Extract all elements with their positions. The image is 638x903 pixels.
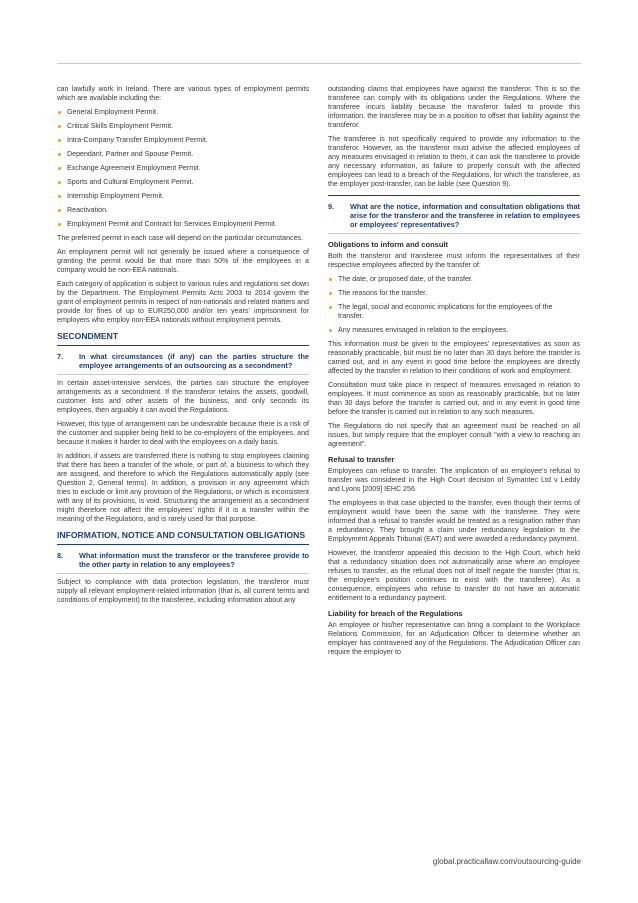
list-item: General Employment Permit.	[57, 108, 309, 117]
right-column	[328, 85, 580, 662]
subheading-inform-consult: Obligations to inform and consult	[328, 240, 448, 249]
paragraph: The transferee is not specifically required to provide any information to the transferor. However, as the transferor must advise the affected employees of any measures envisaged in relation to them, it can ask the transferee to provide any necessary information, as failure to properly consult with the affected employees can lead to a breach of the Regulations, for which the transferee, as the employer post-transfer, can be liable (see Question 9).	[328, 135, 580, 188]
bullet-icon	[58, 209, 61, 212]
list-item: Intra-Company Transfer Employment Permit.	[57, 136, 309, 145]
question-text: In what circumstances (if any) can the parties structure the employee arrangements of an outsourcing as a secondment?	[79, 352, 309, 370]
paragraph: This information must be given to the employees' representatives as soon as reasonably practicable, but must be no later than 30 days before the transfer is carried out, and in any event in good time before the employees are directly affected by the transfer in relation to their conditions of work and employment.	[328, 340, 580, 375]
list-item: Employment Permit and Contract for Services Employment Permit.	[57, 220, 309, 229]
section-rule	[57, 544, 309, 545]
list-item: Any measures envisaged in relation to the employees.	[328, 326, 580, 335]
bullet-icon	[329, 292, 332, 295]
list-item: Reactivation.	[57, 206, 309, 215]
question-rule	[57, 573, 309, 574]
list-item: The legal, social and economic implications for the employees of the transfer.	[328, 303, 580, 321]
question-8	[57, 551, 309, 569]
question-number: 7.	[57, 352, 64, 361]
list-item: The reasons for the transfer.	[328, 289, 580, 298]
paragraph: However, this type of arrangement can be undesirable because there is a risk of the customer and supplier being held to be co-employers of the employees, and because it makes it harder to deal with the employees on a daily basis.	[57, 420, 309, 446]
section-rule	[57, 345, 309, 346]
paragraph: An employee or his/her representative can bring a complaint to the Workplace Relations Commission, for an Adjudication Officer to determine whether an employer has contravened any of the Regulations. The Adjudication Officer can require the employer to	[328, 621, 580, 656]
bullet-icon	[58, 167, 61, 170]
paragraph: can lawfully work in Ireland. There are various types of employment permits which are available including the:	[57, 85, 309, 102]
list-item: Sports and Cultural Employment Permit.	[57, 178, 309, 187]
bullet-icon	[58, 125, 61, 128]
section-rule	[328, 195, 580, 196]
question-rule	[328, 233, 580, 234]
bullet-icon	[58, 153, 61, 156]
question-9	[328, 202, 580, 229]
list-item: Internship Employment Permit.	[57, 192, 309, 201]
paragraph: The preferred permit in each case will depend on the particular circumstances.	[57, 234, 304, 242]
inform-list	[328, 275, 580, 335]
paragraph: In certain asset-intensive services, the parties can structure the employee arrangements as a secondment. If the transferor retains the assets, goodwill, customer lists and other assets of the business, and only seconds its employees, then arguably it can avoid the Regulations.	[57, 379, 309, 414]
paragraph: In addition, if assets are transferred there is nothing to stop employees claiming that there has been a transfer of the whole, or part of, a business to which they are assigned, and therefore to which the Regulations automatically apply (see Question 2, General terms). In addition, a provision in any agreement which tries to exclude or limit any provision of the Regulations, or which is inconsistent with any of its provisions, is void. Structuring the arrangement as a secondment might therefore not affect the employees' rights if it is a transfer within the meaning of the Regulations, and is rarely used for that purpose.	[57, 452, 309, 523]
paragraph: An employment permit will not generally be issued where a consequence of granting the permit would be that more than 50% of the employees in a company would be non-EEA nationals.	[57, 248, 309, 274]
permit-list	[57, 108, 309, 229]
section-heading-information: INFORMATION, NOTICE AND CONSULTATION OBLIGATIONS	[57, 530, 306, 540]
list-item: Dependant, Partner and Spouse Permit.	[57, 150, 309, 159]
subheading-liability: Liability for breach of the Regulations	[328, 609, 463, 618]
question-text: What information must the transferor or the transferee provide to the other party in relation to any employees?	[79, 551, 309, 569]
list-item: Exchange Agreement Employment Permit.	[57, 164, 309, 173]
paragraph: However, the transferor appealed this decision to the High Court, which held that a redundancy situation does not automatically arise where an employee refuses to transfer, as the refusal does not of itself negate the transfer (that is, the employee's position continues to exist with the transferee). As a consequence, employees who refuse to transfer do not have an automatic entitlement to a redundancy payment.	[328, 549, 580, 602]
paragraph: The Regulations do not specify that an agreement must be reached on all issues, but simply require that the employer consult "with a view to reaching an agreement".	[328, 422, 580, 448]
footer-url[interactable]: global.practicallaw.com/outsourcing-guide	[432, 857, 581, 866]
paragraph: Consultation must take place in respect of measures envisaged in relation to employees. It must commence as soon as reasonably practicable, but no later than 30 days before the transfer is carried out, and in any event in good time before the transfer is carried out in relation to any such measures.	[328, 381, 580, 416]
left-column	[57, 85, 309, 610]
paragraph: Both the transferor and transferee must inform the representatives of their respective employees affected by the transfer of:	[328, 252, 580, 269]
paragraph: Each category of application is subject to various rules and regulations set down by the Department. The Employment Permits Acts 2003 to 2014 govern the grant of employment permits in respect of non-nationals and related matters and provide for fines of up to EUR250,000 and/or ten years' imprisonment for employers who employ non-EEA nationals without employment permits.	[57, 280, 309, 324]
bullet-icon	[58, 139, 61, 142]
question-7	[57, 352, 309, 370]
bullet-icon	[329, 278, 332, 281]
paragraph: Employees can refuse to transfer. The implication of an employee's refusal to transfer was considered in the High Court decision of Symantec Ltd v Leddy and Lyons [2009] IEHC 256.	[328, 467, 580, 493]
list-item: Critical Skills Employment Permit.	[57, 122, 309, 131]
question-rule	[57, 374, 309, 375]
bullet-icon	[58, 195, 61, 198]
bullet-icon	[58, 223, 61, 226]
subheading-refusal: Refusal to transfer	[328, 455, 395, 464]
paragraph: Subject to compliance with data protection legislation, the transferor must supply all relevant employment-related information (that is, all current terms and conditions of employment) to the transferee, including information about any	[57, 578, 309, 604]
section-heading-secondment: SECONDMENT	[57, 331, 119, 341]
list-item: The date, or proposed date, of the transfer.	[328, 275, 580, 284]
question-text: What are the notice, information and consultation obligations that arise for the transferor and the transferee in relation to employees or employees' representatives?	[350, 202, 580, 229]
top-rule	[57, 63, 581, 64]
bullet-icon	[329, 329, 332, 332]
bullet-icon	[58, 181, 61, 184]
question-number: 9.	[328, 202, 335, 211]
question-number: 8.	[57, 551, 64, 560]
paragraph: The employees in that case objected to the transfer, even though their terms of employment would have been the same with the transferee. They were informed that a refusal to transfer would be treated as a resignation rather than a redundancy. They brought a claim under redundancy legislation to the Employment Appeals Tribunal (EAT) and were awarded a redundancy payment.	[328, 499, 580, 543]
paragraph: outstanding claims that employees have against the transferor. This is so the transferee can comply with its obligations under the Regulations. Where the transferee incurs liability because the transferor failed to provide this information, the transferee may be in a position to offset that liability against the transferor.	[328, 85, 580, 129]
bullet-icon	[329, 306, 332, 309]
bullet-icon	[58, 111, 61, 114]
